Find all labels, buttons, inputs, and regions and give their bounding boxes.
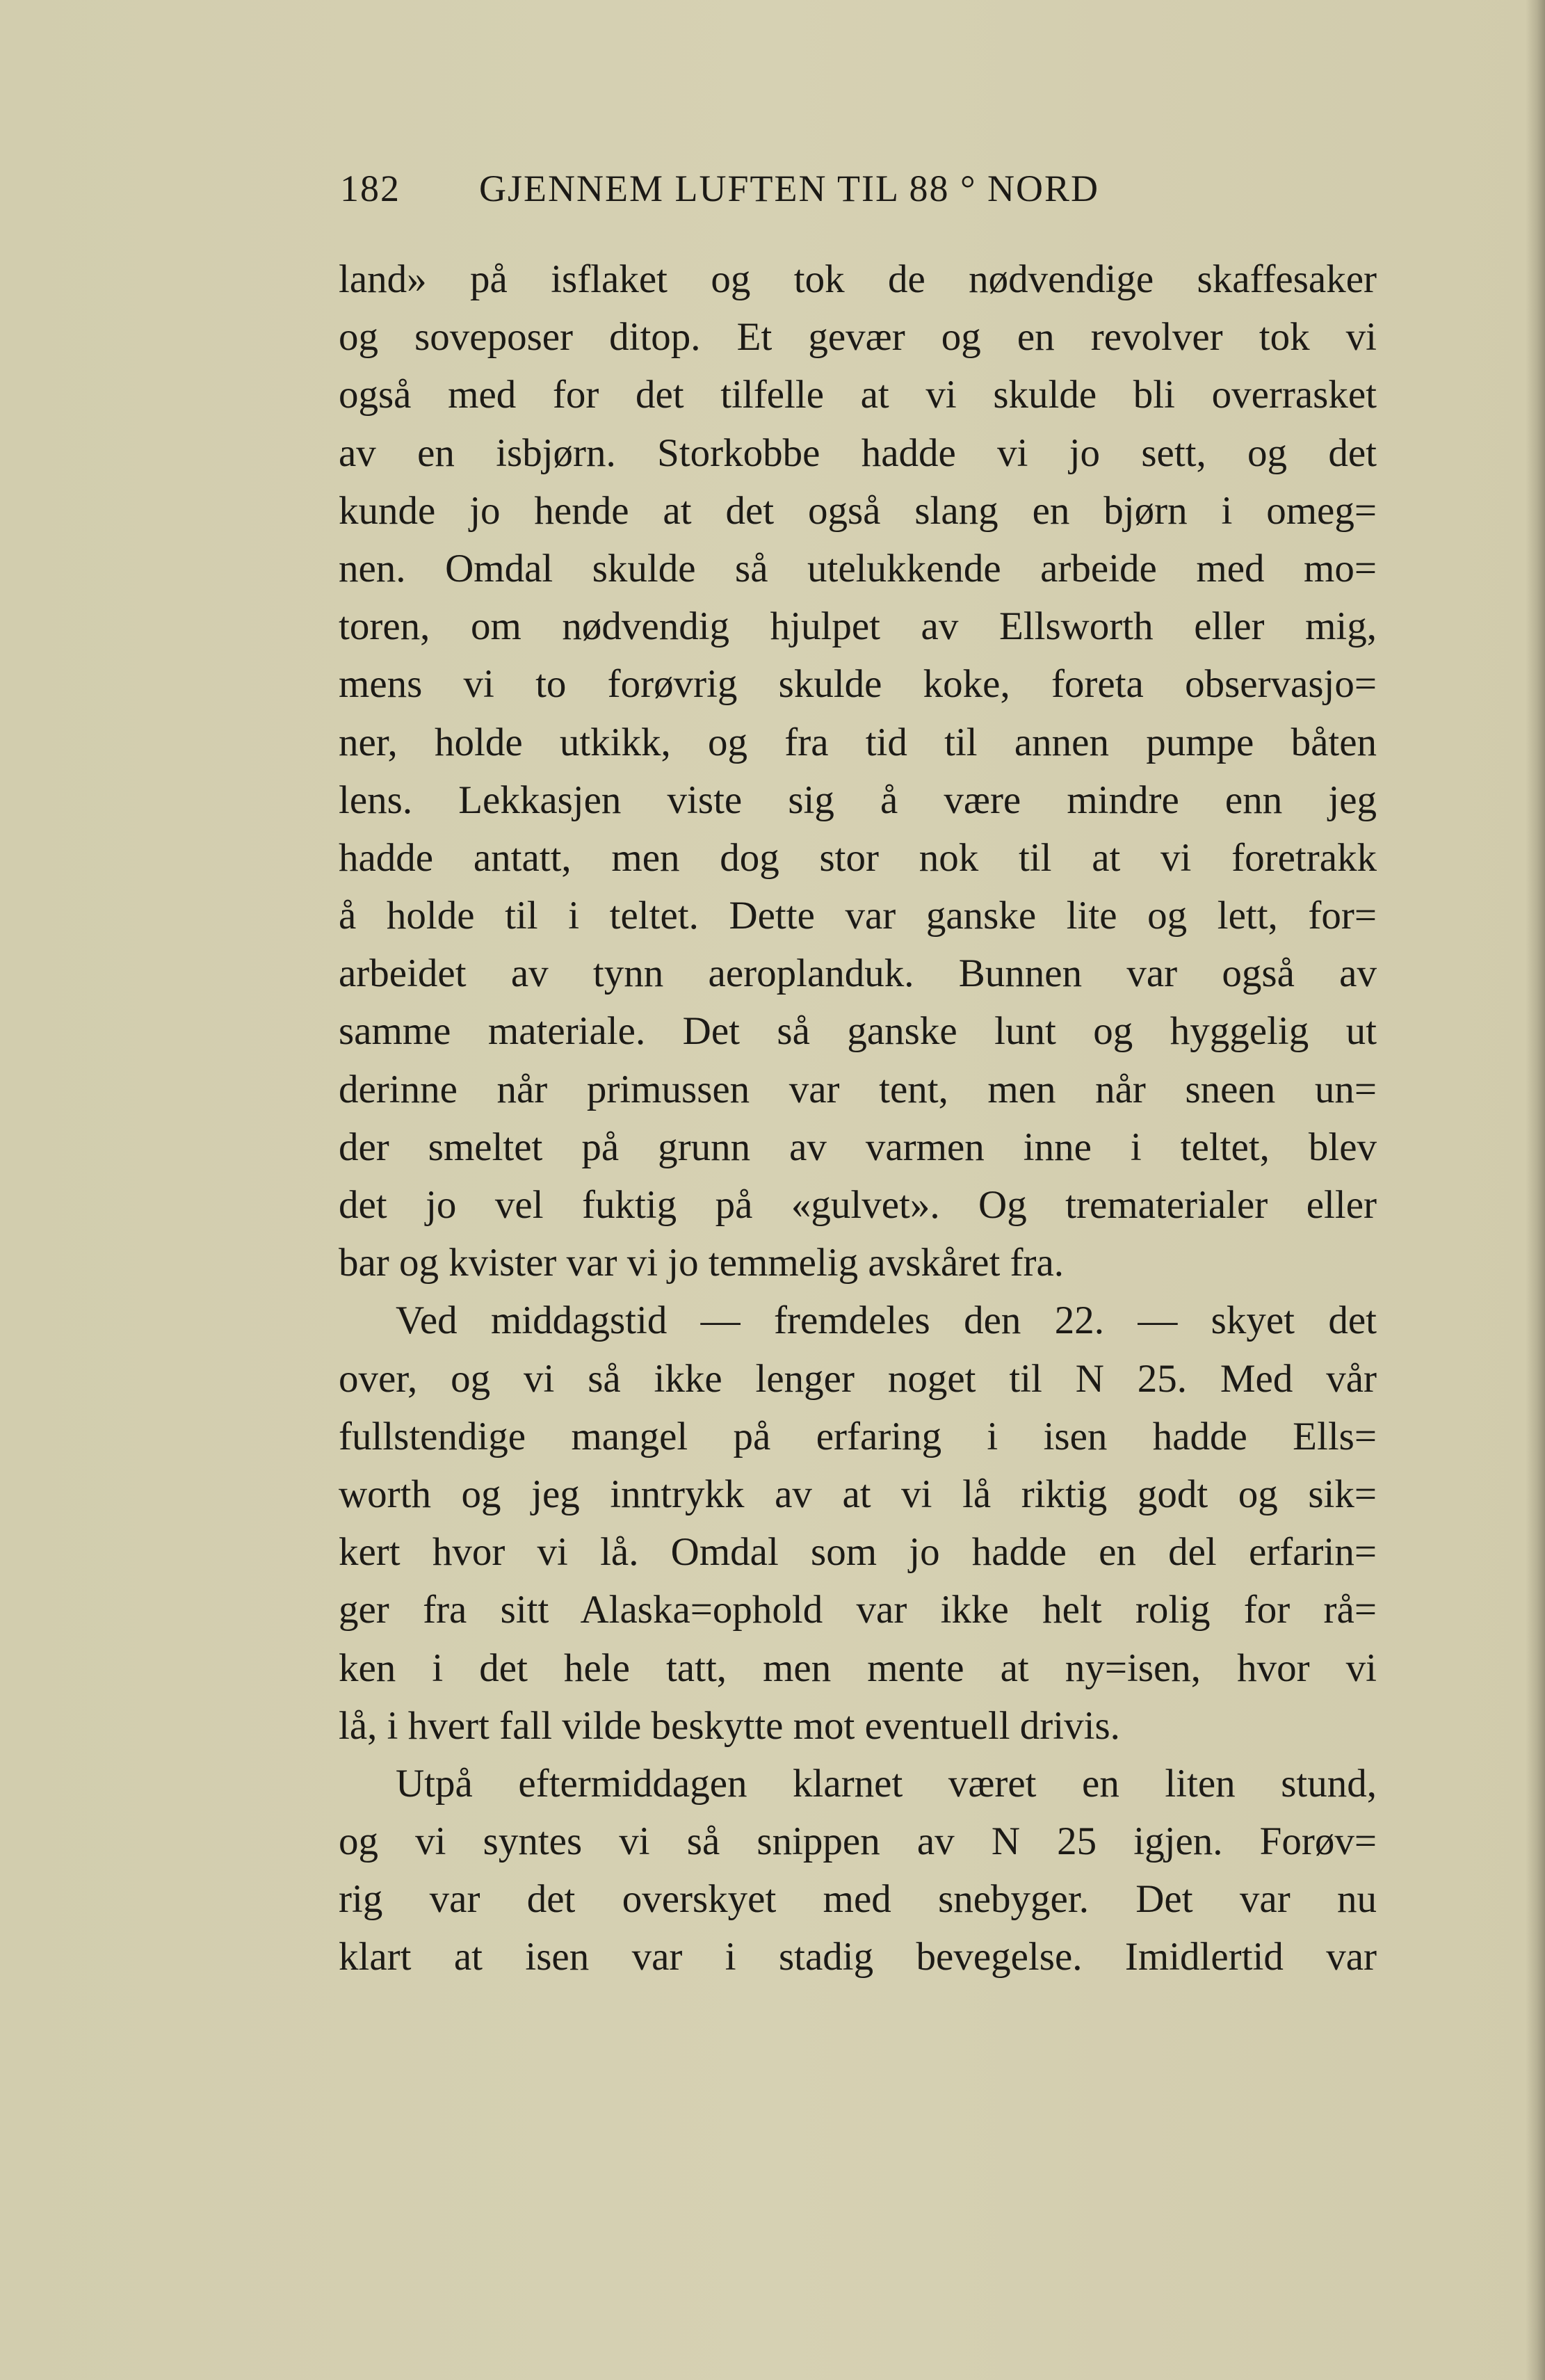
page-number: 182	[340, 168, 401, 209]
text-line: ner, holde utkikk, og fra tid til annen pumpe båten	[339, 720, 1377, 764]
text-line: kunde jo hende at det også slang en bjørn i omeg=	[339, 488, 1377, 533]
text-line: over, og vi så ikke lenger noget til N 25. Med vår	[339, 1356, 1377, 1401]
text-line: der smeltet på grunn av varmen inne i teltet, blev	[339, 1125, 1377, 1169]
text-line-paragraph-start: Ved middagstid — fremdeles den 22. — skyet det	[396, 1298, 1377, 1343]
text-line: det jo vel fuktig på «gulvet». Og trematerialer eller	[339, 1183, 1377, 1227]
text-line: arbeidet av tynn aeroplanduk. Bunnen var også av	[339, 951, 1377, 996]
text-line: samme materiale. Det så ganske lunt og hyggelig ut	[339, 1009, 1377, 1054]
text-line: og vi syntes vi så snippen av N 25 igjen. Forøv=	[339, 1819, 1377, 1864]
body-text	[339, 250, 1377, 1986]
text-line: lå, i hvert fall vilde beskytte mot eventuell drivis.	[339, 1703, 1120, 1748]
text-line: kert hvor vi lå. Omdal som jo hadde en del erfarin=	[339, 1530, 1377, 1575]
text-line: å holde til i teltet. Dette var ganske lite og lett, for=	[339, 894, 1377, 938]
text-line: også med for det tilfelle at vi skulde bli overrasket	[339, 373, 1377, 417]
text-line: bar og kvister var vi jo temmelig avskåret fra.	[339, 1241, 1065, 1285]
text-line: land» på isflaket og tok de nødvendige skaffesaker	[339, 257, 1377, 301]
page-edge-shadow	[1526, 0, 1545, 2380]
text-line: nen. Omdal skulde så utelukkende arbeide med mo=	[339, 546, 1377, 590]
text-line: og soveposer ditop. Et gevær og en revolver tok vi	[339, 315, 1377, 360]
text-line-paragraph-start: Utpå eftermiddagen klarnet været en liten stund,	[396, 1761, 1377, 1806]
text-line: ger fra sitt Alaska=ophold var ikke helt rolig for rå=	[339, 1588, 1377, 1632]
text-line: derinne når primussen var tent, men når sneen un=	[339, 1067, 1377, 1111]
text-line: av en isbjørn. Storkobbe hadde vi jo sett, og det	[339, 431, 1377, 475]
running-header	[340, 167, 1383, 216]
text-line: rig var det overskyet med snebyger. Det var nu	[339, 1877, 1377, 1922]
text-line: hadde antatt, men dog stor nok til at vi foretrakk	[339, 835, 1377, 880]
text-line: worth og jeg inntrykk av at vi lå riktig godt og sik=	[339, 1472, 1377, 1516]
text-line: fullstendige mangel på erfaring i isen hadde Ells=	[339, 1414, 1377, 1458]
running-title: GJENNEM LUFTEN TIL 88 ° NORD	[479, 168, 1100, 209]
text-line: klart at isen var i stadig bevegelse. Imidlertid var	[339, 1935, 1377, 1979]
text-line: toren, om nødvendig hjulpet av Ellsworth eller mig,	[339, 604, 1377, 649]
text-line: mens vi to forøvrig skulde koke, foreta observasjo=	[339, 662, 1377, 707]
text-line: lens. Lekkasjen viste sig å være mindre enn jeg	[339, 778, 1377, 822]
text-line: ken i det hele tatt, men mente at ny=isen, hvor vi	[339, 1646, 1377, 1690]
